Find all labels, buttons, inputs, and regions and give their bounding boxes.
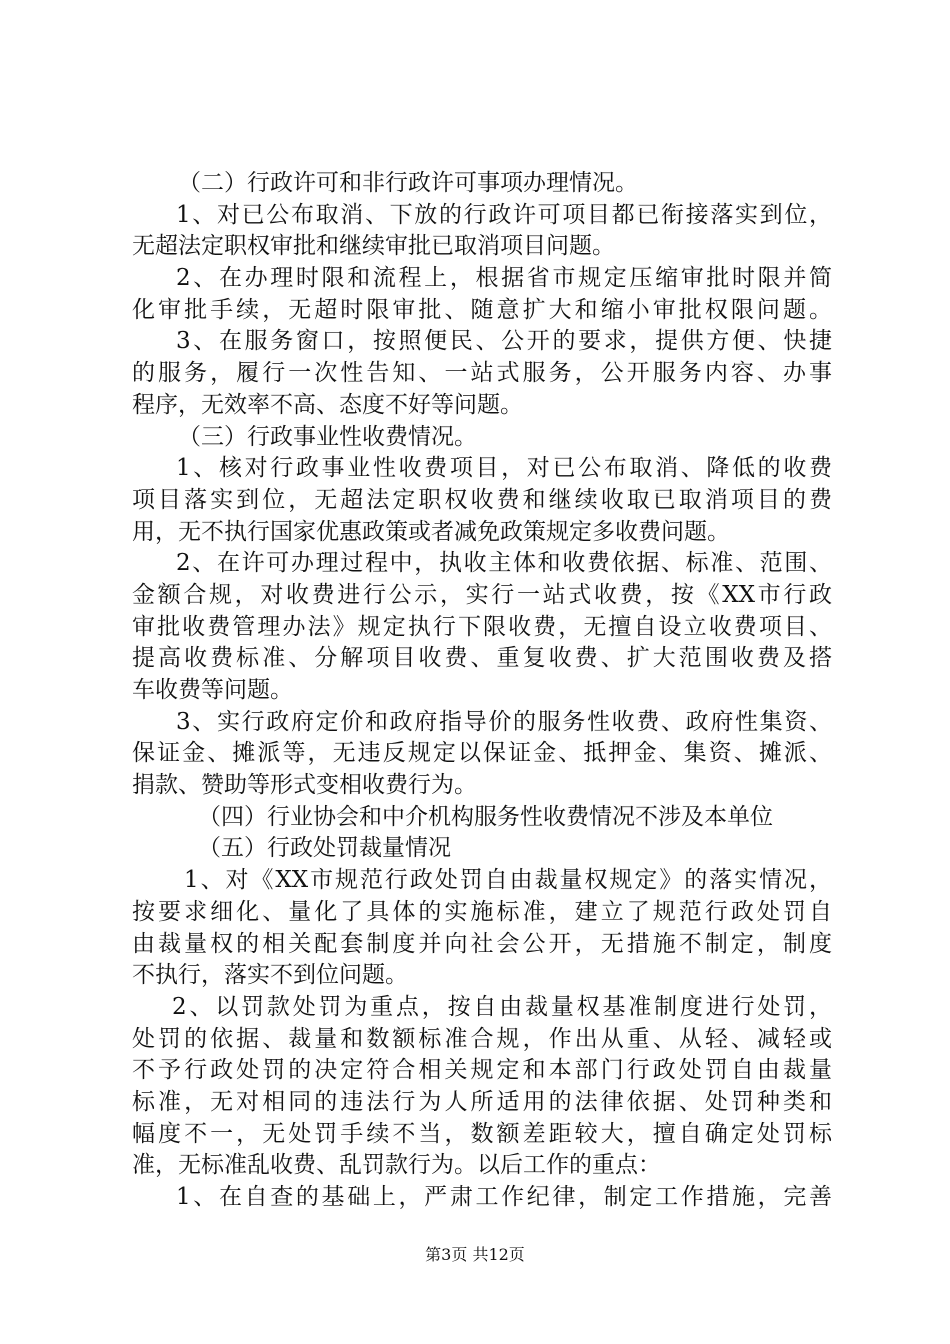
- text-line: 用，无不执行国家优惠政策或者减免政策规定多收费问题。: [132, 518, 730, 545]
- text-line: 捐款、赞助等形式变相收费行为。: [132, 772, 477, 799]
- text-line: 项目落实到位，无超法定职权收费和继续收取已取消项目的费: [132, 486, 832, 513]
- text-line: 无超法定职权审批和继续审批已取消项目问题。: [132, 233, 615, 260]
- text-line: 标准，无对相同的违法行为人所适用的法律依据、处罚种类和: [132, 1088, 832, 1115]
- text-line: 保证金、摊派等，无违反规定以保证金、抵押金、集资、摊派、: [132, 740, 832, 767]
- text-line: 程序，无效率不高、态度不好等问题。: [132, 391, 523, 418]
- text-line: 3、在服务窗口，按照便民、公开的要求，提供方便、快捷: [176, 328, 832, 355]
- section-heading: （二）行政许可和非行政许可事项办理情况。: [178, 170, 638, 196]
- text-line: 2、在许可办理过程中，执收主体和收费依据、标准、范围、: [176, 550, 832, 577]
- section-heading: （五）行政处罚裁量情况: [198, 835, 451, 862]
- text-line: 处罚的依据、裁量和数额标准合规，作出从重、从轻、减轻或: [132, 1025, 832, 1052]
- text-line: 幅度不一，无处罚手续不当，数额差距较大，擅自确定处罚标: [132, 1120, 832, 1147]
- text-line: 车收费等问题。: [132, 677, 293, 703]
- text-line: 不予行政处罚的决定符合相关规定和本部门行政处罚自由裁量: [132, 1057, 832, 1084]
- text-line: 提高收费标准、分解项目收费、重复收费、扩大范围收费及搭: [132, 645, 832, 672]
- text-line: 按要求细化、量化了具体的实施标准，建立了规范行政处罚自: [132, 898, 832, 925]
- text-line: 由裁量权的相关配套制度并向社会公开，无措施不制定，制度: [132, 930, 832, 957]
- text-line: 准，无标准乱收费、乱罚款行为。以后工作的重点：: [132, 1152, 661, 1179]
- text-line: 3、实行政府定价和政府指导价的服务性收费、政府性集资、: [176, 708, 832, 735]
- text-line: 的服务，履行一次性告知、一站式服务，公开服务内容、办事: [132, 360, 832, 387]
- text-line: 1、对《XX市规范行政处罚自由裁量权规定》的落实情况，: [184, 867, 832, 894]
- text-line: 2、以罚款处罚为重点，按自由裁量权基准制度进行处罚，: [172, 993, 832, 1020]
- text-line: 1、在自查的基础上，严肃工作纪律，制定工作措施，完善: [176, 1184, 832, 1210]
- text-line: 金额合规，对收费进行公示，实行一站式收费，按《XX市行政: [132, 581, 832, 608]
- page-number-footer: 第3页 共12页: [425, 1245, 525, 1264]
- section-heading: （四）行业协会和中介机构服务性收费情况不涉及本单位: [198, 803, 773, 830]
- text-line: 1、核对行政事业性收费项目，对已公布取消、降低的收费: [176, 455, 832, 482]
- text-line: 审批收费管理办法》规定执行下限收费，无擅自设立收费项目、: [132, 613, 832, 640]
- section-heading: （三）行政事业性收费情况。: [178, 423, 477, 450]
- text-line: 2、在办理时限和流程上，根据省市规定压缩审批时限并简: [176, 265, 832, 292]
- text-line: 1、对已公布取消、下放的行政许可项目都已衔接落实到位，: [176, 201, 832, 228]
- body-text: [132, 168, 832, 1214]
- text-line: 不执行，落实不到位问题。: [132, 962, 408, 989]
- text-line: 化审批手续，无超时限审批、随意扩大和缩小审批权限问题。: [132, 296, 832, 323]
